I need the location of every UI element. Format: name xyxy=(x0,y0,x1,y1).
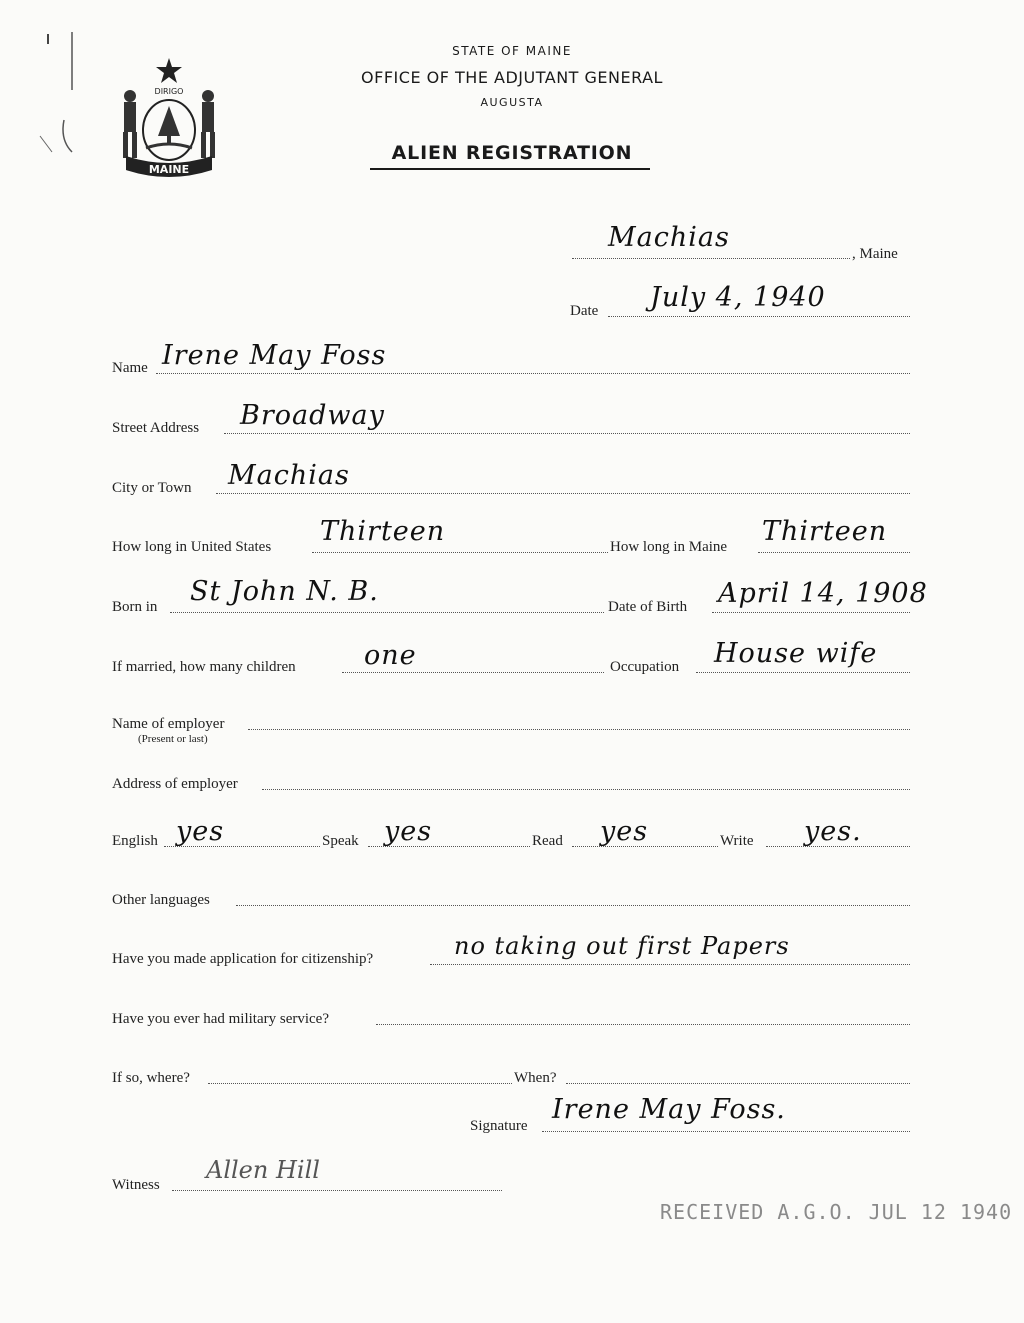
us-years-line xyxy=(312,552,608,553)
city-value: Machias xyxy=(228,460,350,491)
us-years-label: How long in United States xyxy=(112,539,272,555)
write-label: Write xyxy=(720,833,754,849)
received-stamp: RECEIVED A.G.O. JUL 12 1940 xyxy=(660,1200,1013,1224)
occupation-line xyxy=(696,672,910,673)
place-line xyxy=(572,258,850,259)
office-heading: OFFICE OF THE ADJUTANT GENERAL xyxy=(361,68,663,87)
witness-line xyxy=(172,1190,502,1191)
speak-value: yes xyxy=(384,816,433,847)
witness-value: Allen Hill xyxy=(206,1156,320,1184)
employer-address-label: Address of employer xyxy=(112,776,238,792)
city-heading: AUGUSTA xyxy=(480,96,544,109)
where-label: If so, where? xyxy=(112,1070,190,1086)
name-value: Irene May Foss xyxy=(162,340,387,371)
dob-value: April 14, 1908 xyxy=(718,578,928,609)
signature-value: Irene May Foss. xyxy=(552,1094,786,1125)
english-label: English xyxy=(112,833,158,849)
place-value: Machias xyxy=(608,222,730,253)
speak-label: Speak xyxy=(322,833,359,849)
born-label: Born in xyxy=(112,599,158,615)
born-line xyxy=(170,612,604,613)
employer-label: Name of employer xyxy=(112,716,225,732)
form-title: ALIEN REGISTRATION xyxy=(391,142,633,164)
citizenship-label: Have you made application for citizenship? xyxy=(112,951,374,967)
maine-years-value: Thirteen xyxy=(762,516,888,547)
where-line xyxy=(208,1083,512,1084)
street-line xyxy=(224,433,910,434)
date-line xyxy=(608,316,910,317)
born-value: St John N. B. xyxy=(190,576,379,607)
svg-text:DIRIGO: DIRIGO xyxy=(154,87,184,96)
occupation-label: Occupation xyxy=(610,659,680,675)
street-label: Street Address xyxy=(112,420,200,436)
street-value: Broadway xyxy=(240,400,385,431)
seal-text: MAINE xyxy=(148,163,190,176)
read-label: Read xyxy=(532,833,563,849)
children-value: one xyxy=(364,640,417,671)
name-label: Name xyxy=(112,360,148,376)
when-line xyxy=(566,1083,910,1084)
other-languages-label: Other languages xyxy=(112,892,210,908)
state-heading: STATE OF MAINE xyxy=(452,44,572,58)
place-suffix: , Maine xyxy=(852,246,898,262)
dob-label: Date of Birth xyxy=(608,599,688,615)
employer-address-line xyxy=(262,789,910,790)
date-value: July 4, 1940 xyxy=(650,282,826,313)
children-label: If married, how many children xyxy=(112,659,296,675)
read-value: yes xyxy=(600,816,649,847)
employer-line xyxy=(248,729,910,730)
english-value: yes xyxy=(176,816,225,847)
witness-label: Witness xyxy=(112,1177,160,1193)
citizenship-value: no taking out first Papers xyxy=(454,932,790,960)
name-line xyxy=(156,373,910,374)
employer-sublabel: (Present or last) xyxy=(138,733,208,745)
dob-line xyxy=(712,612,910,613)
us-years-value: Thirteen xyxy=(320,516,446,547)
military-label: Have you ever had military service? xyxy=(112,1011,329,1027)
occupation-value: House wife xyxy=(714,638,878,669)
signature-line xyxy=(542,1131,910,1132)
title-underline xyxy=(370,168,650,170)
date-label: Date xyxy=(570,303,599,319)
military-line xyxy=(376,1024,910,1025)
when-label: When? xyxy=(514,1070,557,1086)
maine-years-label: How long in Maine xyxy=(610,539,728,555)
children-line xyxy=(342,672,604,673)
other-languages-line xyxy=(236,905,910,906)
city-label: City or Town xyxy=(112,480,192,496)
write-value: yes. xyxy=(804,816,862,847)
signature-label: Signature xyxy=(470,1118,528,1134)
citizenship-line xyxy=(430,964,910,965)
maine-years-line xyxy=(758,552,910,553)
city-line xyxy=(216,493,910,494)
